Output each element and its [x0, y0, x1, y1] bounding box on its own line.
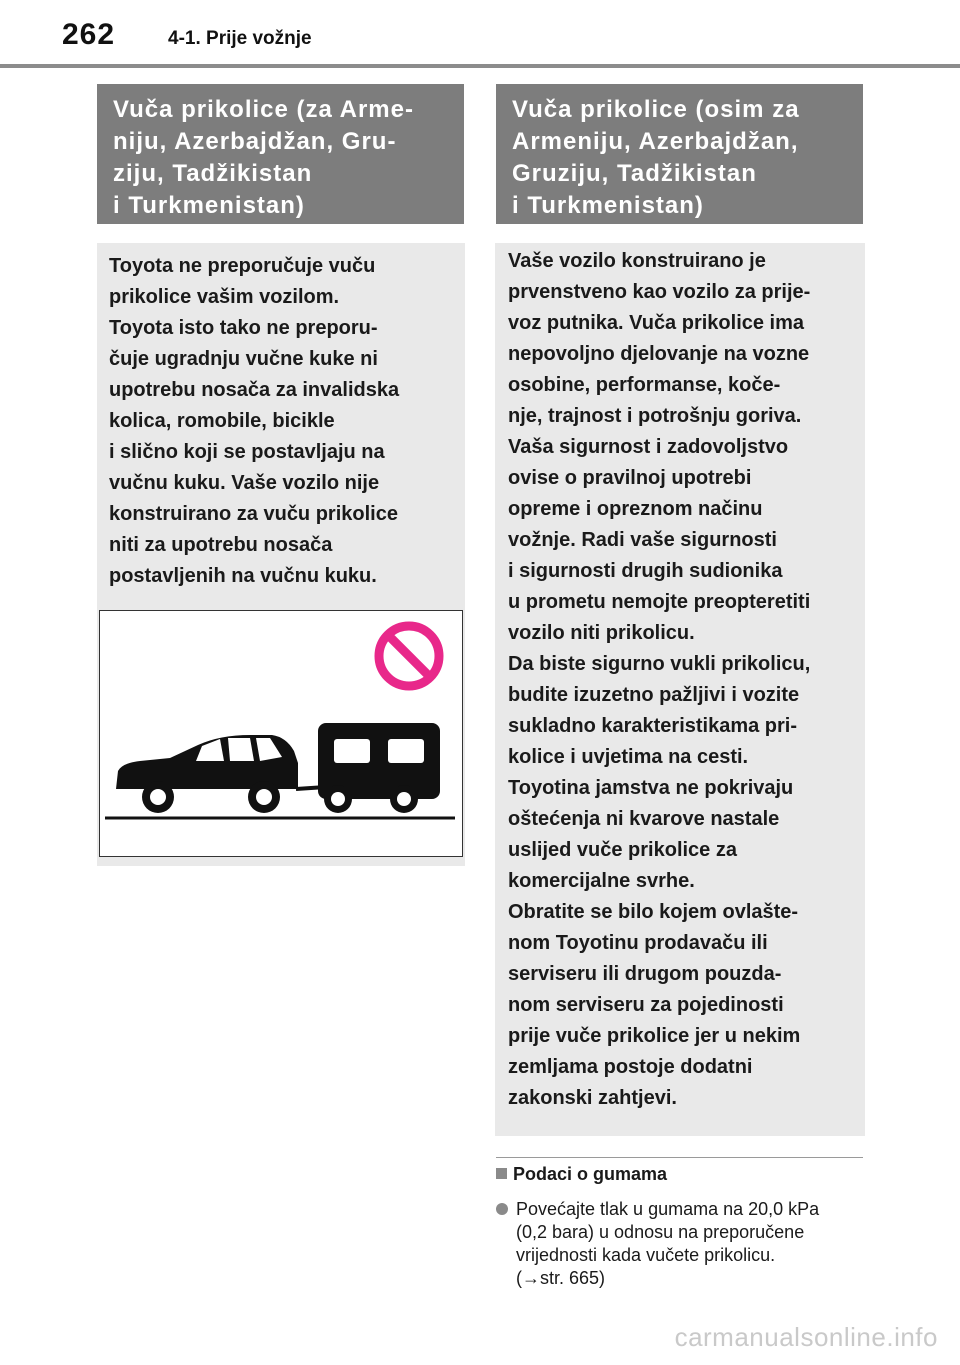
bullet-line: vrijednosti kada vučete prikolicu. — [516, 1245, 776, 1265]
title-line: i Turkmenistan) — [113, 192, 305, 219]
text-line: i slično koji se postavljaju na — [109, 441, 385, 463]
text-line: Vaše vozilo konstruirano je — [508, 250, 766, 272]
towing-illustration-svg — [100, 611, 461, 855]
page-reference-link[interactable]: (→str. 665) — [516, 1268, 606, 1288]
title-line: Vuča prikolice (za Arme- — [113, 96, 414, 123]
title-line: Vuča prikolice (osim za — [512, 96, 800, 123]
text-line: vučnu kuku. Vaše vozilo nije — [109, 472, 380, 494]
text-line: zakonski zahtjevi. — [508, 1087, 677, 1109]
bullet-line: (0,2 bara) u odnosu na preporučene — [516, 1222, 805, 1242]
text-line: sukladno karakteristikama pri- — [508, 715, 798, 737]
text-line: kolice i uvjetima na cesti. — [508, 746, 749, 768]
text-line: nje, trajnost i potrošnju goriva. — [508, 405, 802, 427]
prohibition-sign-icon — [379, 626, 439, 686]
text-line: nom serviseru za pojedinosti — [508, 994, 784, 1016]
header-divider — [0, 64, 960, 68]
text-line: niti za upotrebu nosača — [109, 534, 333, 556]
text-line: u prometu nemojte preopteretiti — [508, 591, 811, 613]
right-section-title — [496, 84, 863, 224]
text-line: budite izuzetno pažljivi i vozite — [508, 684, 800, 706]
tire-data-heading — [496, 1164, 667, 1185]
title-line: Gruziju, Tadžikistan — [512, 160, 757, 187]
text-line: vozilo niti prikolicu. — [508, 622, 695, 644]
text-line: nom Toyotinu prodavaču ili — [508, 932, 768, 954]
text-line: ovise o pravilnoj upotrebi — [508, 467, 752, 489]
left-section-title — [97, 84, 464, 224]
text-line: nepovoljno djelovanje na vozne — [508, 343, 810, 365]
chapter-title: 4-1. Prije vožnje — [168, 28, 312, 49]
section-divider — [496, 1157, 863, 1158]
text-line: Da biste sigurno vukli prikolicu, — [508, 653, 811, 675]
right-warning-box — [495, 243, 865, 1136]
page-header — [0, 0, 960, 70]
text-line: vožnje. Radi vaše sigurnosti — [508, 529, 777, 551]
right-paragraph — [508, 246, 852, 649]
text-line: voz putnika. Vuča prikolice ima — [508, 312, 805, 334]
tire-pressure-bullet — [496, 1198, 876, 1290]
text-line: uslijed vuče prikolice za — [508, 839, 737, 861]
text-line: konstruirano za vuču prikolice — [109, 503, 398, 525]
text-line: prije vuče prikolice jer u nekim — [508, 1025, 801, 1047]
title-line: i Turkmenistan) — [512, 192, 704, 219]
text-line: Obratite se bilo kojem ovlašte- — [508, 901, 799, 923]
text-line: prikolice vašim vozilom. — [109, 286, 340, 308]
bullet-text — [516, 1198, 876, 1290]
text-line: serviseru ili drugom pouzda- — [508, 963, 782, 985]
towing-illustration — [99, 610, 463, 857]
text-line: postavljenih na vučnu kuku. — [109, 565, 377, 587]
text-line: Toyota isto tako ne preporu- — [109, 317, 378, 339]
text-line: Toyotina jamstva ne pokrivaju — [508, 777, 794, 799]
bullet-line: Povećajte tlak u gumama na 20,0 kPa — [516, 1199, 820, 1219]
trailer-icon — [318, 723, 440, 813]
circle-bullet-icon — [496, 1203, 508, 1215]
right-paragraph — [508, 773, 852, 897]
text-line: upotrebu nosača za invalidska — [109, 379, 400, 401]
title-line: ziju, Tadžikistan — [113, 160, 313, 187]
text-line: komercijalne svrhe. — [508, 870, 695, 892]
text-line: prvenstveno kao vozilo za prije- — [508, 281, 811, 303]
watermark: carmanualsonline.info — [674, 1322, 938, 1352]
title-line: Armeniju, Azerbajdžan, — [512, 128, 799, 155]
car-icon — [116, 735, 298, 813]
text-line: osobine, performanse, koče- — [508, 374, 781, 396]
page-number: 262 — [62, 18, 116, 51]
title-line: niju, Azerbajdžan, Gru- — [113, 128, 397, 155]
text-line: Vaša sigurnost i zadovoljstvo — [508, 436, 789, 458]
text-line: zemljama postoje dodatni — [508, 1056, 753, 1078]
text-line: oštećenja ni kvarove nastale — [508, 808, 780, 830]
text-line: i sigurnosti drugih sudionika — [508, 560, 783, 582]
text-line: opreme i opreznom načinu — [508, 498, 763, 520]
text-line: kolica, romobile, bicikle — [109, 410, 335, 432]
right-paragraph — [508, 897, 852, 1114]
left-paragraph — [109, 251, 453, 592]
text-line: čuje ugradnju vučne kuke ni — [109, 348, 378, 370]
text-line: Toyota ne preporučuje vuču — [109, 255, 376, 277]
tire-data-heading-text: Podaci o gumama — [513, 1164, 668, 1184]
right-paragraph — [508, 649, 852, 773]
square-bullet-icon — [496, 1168, 507, 1179]
